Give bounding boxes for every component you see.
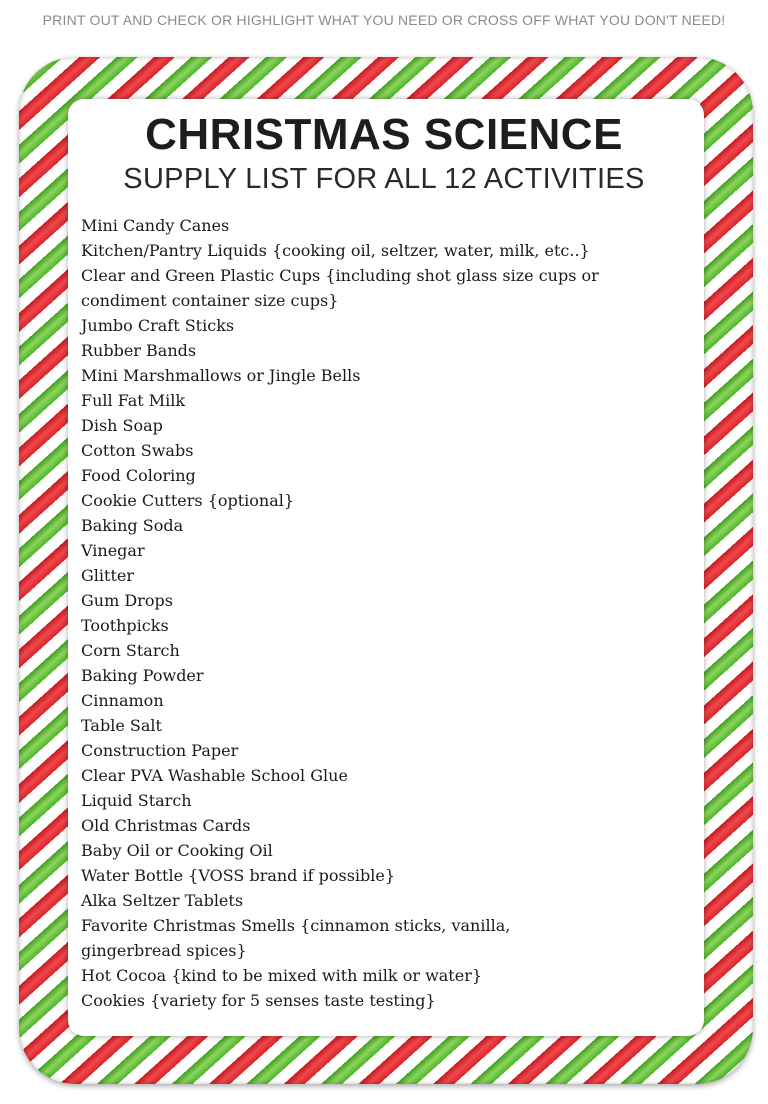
supply-item: Cookies {variety for 5 senses taste testing}: [81, 991, 436, 1010]
supply-item: Favorite Christmas Smells {cinnamon sticks, vanilla,: [81, 916, 511, 935]
supply-item: Gum Drops: [81, 591, 173, 610]
supply-item: Cookie Cutters {optional}: [81, 491, 295, 510]
supply-item: Table Salt: [81, 716, 162, 735]
print-instructions: PRINT OUT AND CHECK OR HIGHLIGHT WHAT YOU NEED OR CROSS OFF WHAT YOU DON'T NEED!: [42, 12, 726, 28]
supply-item: Clear PVA Washable School Glue: [81, 766, 348, 785]
supply-item: Jumbo Craft Sticks: [81, 316, 235, 335]
supply-item: Kitchen/Pantry Liquids {cooking oil, seltzer, water, milk, etc..}: [81, 241, 590, 260]
supply-item: gingerbread spices}: [81, 941, 247, 960]
supply-item: Alka Seltzer Tablets: [81, 891, 244, 910]
supply-item: Liquid Starch: [81, 791, 192, 810]
page-title: CHRISTMAS SCIENCE: [145, 110, 623, 159]
supply-list: [81, 213, 691, 1013]
supply-item: Full Fat Milk: [81, 391, 186, 410]
supply-item: Baby Oil or Cooking Oil: [81, 841, 273, 860]
supply-item: Water Bottle {VOSS brand if possible}: [81, 866, 396, 885]
page-subtitle: SUPPLY LIST FOR ALL 12 ACTIVITIES: [123, 163, 645, 195]
supply-item: Hot Cocoa {kind to be mixed with milk or water}: [81, 966, 483, 985]
supply-item: Corn Starch: [81, 641, 180, 660]
supply-item: Glitter: [81, 566, 134, 585]
supply-item: Toothpicks: [81, 616, 169, 635]
supply-item: Vinegar: [81, 541, 145, 560]
supply-item: Old Christmas Cards: [81, 816, 251, 835]
supply-item: Cotton Swabs: [81, 441, 194, 460]
supply-item: condiment container size cups}: [81, 291, 339, 310]
supply-item: Cinnamon: [81, 691, 164, 710]
supply-item: Baking Soda: [81, 516, 184, 535]
supply-item: Clear and Green Plastic Cups {including shot glass size cups or: [81, 266, 599, 285]
supply-item: Mini Candy Canes: [81, 216, 230, 235]
supply-item: Rubber Bands: [81, 341, 197, 360]
supply-item: Food Coloring: [81, 466, 196, 485]
supply-item: Dish Soap: [81, 416, 163, 435]
supply-item: Construction Paper: [81, 741, 239, 760]
supply-item: Baking Powder: [81, 666, 204, 685]
supply-item: Mini Marshmallows or Jingle Bells: [81, 366, 361, 385]
